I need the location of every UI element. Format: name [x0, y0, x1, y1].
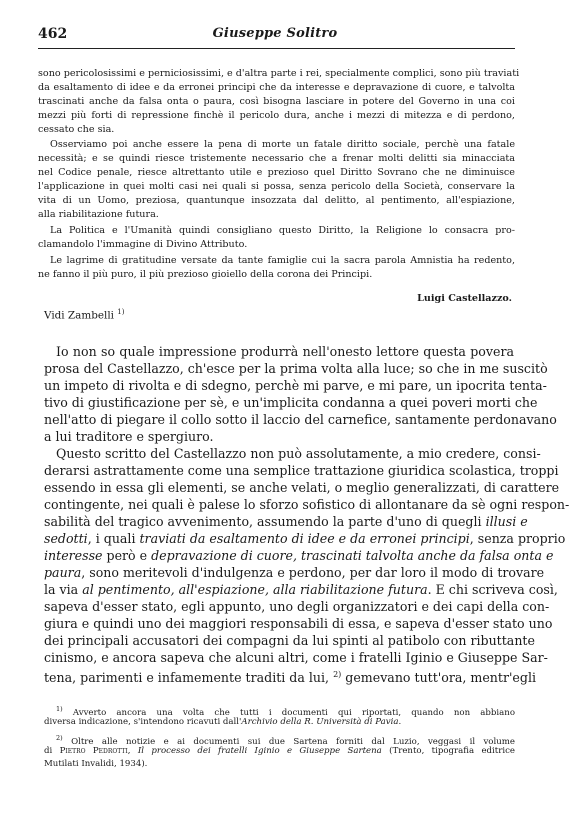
letter-line: necessità; e se quindi riesce tristemente necessario che a frenar molti delitti sia minacciata	[38, 153, 515, 164]
body-line: sapeva d'esser stato, egli appunto, uno degli organizzatori e dei capi della con-	[44, 599, 550, 614]
footnote-text: .	[398, 717, 402, 727]
footnote-mark: 2)	[56, 734, 63, 742]
letter-signature: Luigi Castellazzo.	[417, 293, 512, 304]
letter-line: l'applicazione in quei molti casi nei quali si possa, senza pericolo della Società, conservare la	[38, 181, 515, 192]
footnote-line	[44, 716, 515, 728]
body-line	[44, 666, 537, 686]
body-italic: illusi e	[485, 514, 528, 529]
body-line	[44, 547, 554, 564]
body-italic: traviati da esaltamento di idee e da erronei principi	[139, 531, 470, 546]
letter-line: trascinati anche da falsa onta o paura, così bisogna lasciare in potere del Governo in una coi	[38, 96, 515, 107]
footnote-text: Oltre alle notizie e ai documenti sui due Sartena forniti dal Luzio, veggasi il volume	[71, 736, 515, 747]
letter-line: mezzi più forti di repressione finchè il pericolo dura, anche i mezzi di mitezza e di perdono,	[38, 110, 515, 121]
footnote-text: (Trento, tipografia editrice	[381, 746, 515, 756]
footnote-mark: 1)	[56, 705, 63, 713]
body-text: , senza proprio	[469, 531, 566, 546]
footnote-italic: Archivio della R. Università di Pavia	[241, 717, 399, 727]
footnote-line	[44, 745, 515, 757]
body-line: giura e quindi uno dei maggiori responsabili di essa, e sapeva d'esser stato uno	[44, 616, 553, 631]
letter-line: alla riabilitazione futura.	[38, 209, 159, 220]
letter-line: sono pericolosissimi e perniciosissimi, e d'altra parte i rei, specialmente complici, sono più traviati	[38, 68, 520, 79]
footnote-author: Pietro Pedrotti	[59, 746, 128, 756]
body-line: prosa del Castellazzo, ch'esce per la prima volta alla luce; so che in me suscitò	[44, 361, 548, 376]
body-line	[44, 513, 528, 530]
letter-line: Le lagrime di gratitudine versate da tante famiglie cui la sacra parola Amnistia ha redento,	[50, 255, 515, 266]
header-rule	[38, 48, 515, 49]
page-number: 462	[38, 26, 68, 42]
body-line: dei principali accusatori dei compagni da lui spinti al patibolo con ributtante	[44, 633, 535, 648]
body-text: gemevano tutt'ora, mentr'egli	[341, 670, 537, 686]
letter-line: clamandolo l'immagine di Divino Attributo.	[38, 239, 248, 250]
footnote-italic: Il processo dei fratelli Iginio e Giuseppe Sartena	[137, 746, 382, 756]
body-italic: al pentimento, all'espiazione, alla riabilitazione futura	[82, 582, 428, 597]
footnote-ref: 1)	[117, 308, 125, 316]
body-line: Questo scritto del Castellazzo non può assolutamente, a mio credere, consi-	[56, 446, 541, 461]
letter-line: ne fanno il più puro, il più prezioso gioiello della corona dei Principi.	[38, 269, 373, 280]
body-text: la via	[44, 582, 83, 597]
body-line: a lui traditore e spergiuro.	[44, 429, 214, 444]
letter-line: vita di un Uomo, preziosa, quantunque insozzata dal delitto, al pentimento, all'espiazione,	[38, 195, 515, 206]
letter-line: nel Codice penale, riesce altrettanto utile e prezioso quel Diritto Sovrano che ne diminuisce	[38, 167, 515, 178]
body-line: contingente, nei quali è palese lo sforzo sofistico di allontanare da sè ogni respon-	[44, 497, 569, 512]
body-italic: interesse	[44, 548, 103, 563]
body-text: tena, parimenti e infamemente traditi da lui,	[44, 670, 334, 686]
body-line: derarsi astrattamente come una semplice trattazione giuridica scolastica, troppi	[44, 463, 559, 478]
footnote-line: Mutilati Invalidi, 1934).	[44, 759, 148, 769]
letter-line: cessato che sia.	[38, 124, 115, 135]
body-line: tivo di giustificazione per sè, e un'implicita condanna a quei poveri morti che	[44, 395, 538, 410]
body-italic: paura	[44, 565, 82, 580]
footnote-ref: 2)	[333, 670, 342, 679]
body-text: sabilità del tragico avvenimento, assumendo la parte d'uno di quegli	[44, 514, 486, 529]
body-text: , i quali	[87, 531, 140, 546]
letter-line: Osserviamo poi anche essere la pena di morte un fatale diritto sociale, perchè una fatale	[50, 139, 515, 150]
running-title: Giuseppe Solitro	[212, 26, 338, 41]
body-line: un impeto di rivolta e di sdegno, perchè mi parve, e mi pare, un ipocrita tenta-	[44, 378, 547, 393]
body-line	[44, 530, 566, 547]
footnote-text: ,	[127, 746, 138, 756]
body-line: Io non so quale impressione produrrà nell'onesto lettore questa povera	[56, 344, 514, 359]
footnote-text: diversa indicazione, s'intendono ricavuti dall'	[44, 717, 242, 727]
body-line: essendo in essa gli elementi, se anche velati, o meglio generalizzati, di carattere	[44, 480, 560, 495]
footnote-text: Avverto ancora una volta che tutti i documenti qui riportati, quando non abbiano	[72, 707, 515, 718]
running-header	[0, 26, 550, 48]
body-line: nell'atto di piegare il collo sotto il laccio del carnefice, santamente perdonavano	[44, 412, 557, 427]
body-italic: sedotti	[44, 531, 88, 546]
body-line	[44, 564, 545, 581]
body-text: . E chi scriveva così,	[427, 582, 558, 597]
letter-line: da esaltamento di idee e da erronei principi che da interesse e depravazione di cuore, e talvolta	[38, 82, 515, 93]
body-italic: depravazione di cuore, trascinati talvolta anche da falsa onta e	[151, 548, 554, 563]
body-text: , sono meritevoli d'indulgenza e perdono, per dar loro il modo di trovare	[81, 565, 545, 580]
visto-line	[44, 306, 124, 322]
body-text: però e	[102, 548, 152, 563]
letter-line: La Politica e l'Umanità quindi consigliano questo Diritto, la Religione lo consacra pro-	[50, 225, 515, 236]
body-line	[44, 581, 558, 598]
visto-text: Vidi Zambelli	[44, 309, 114, 322]
body-line: cinismo, e ancora sapeva che alcuni altri, come i fratelli Iginio e Giuseppe Sar-	[44, 650, 548, 665]
footnote-text: di	[44, 746, 60, 756]
